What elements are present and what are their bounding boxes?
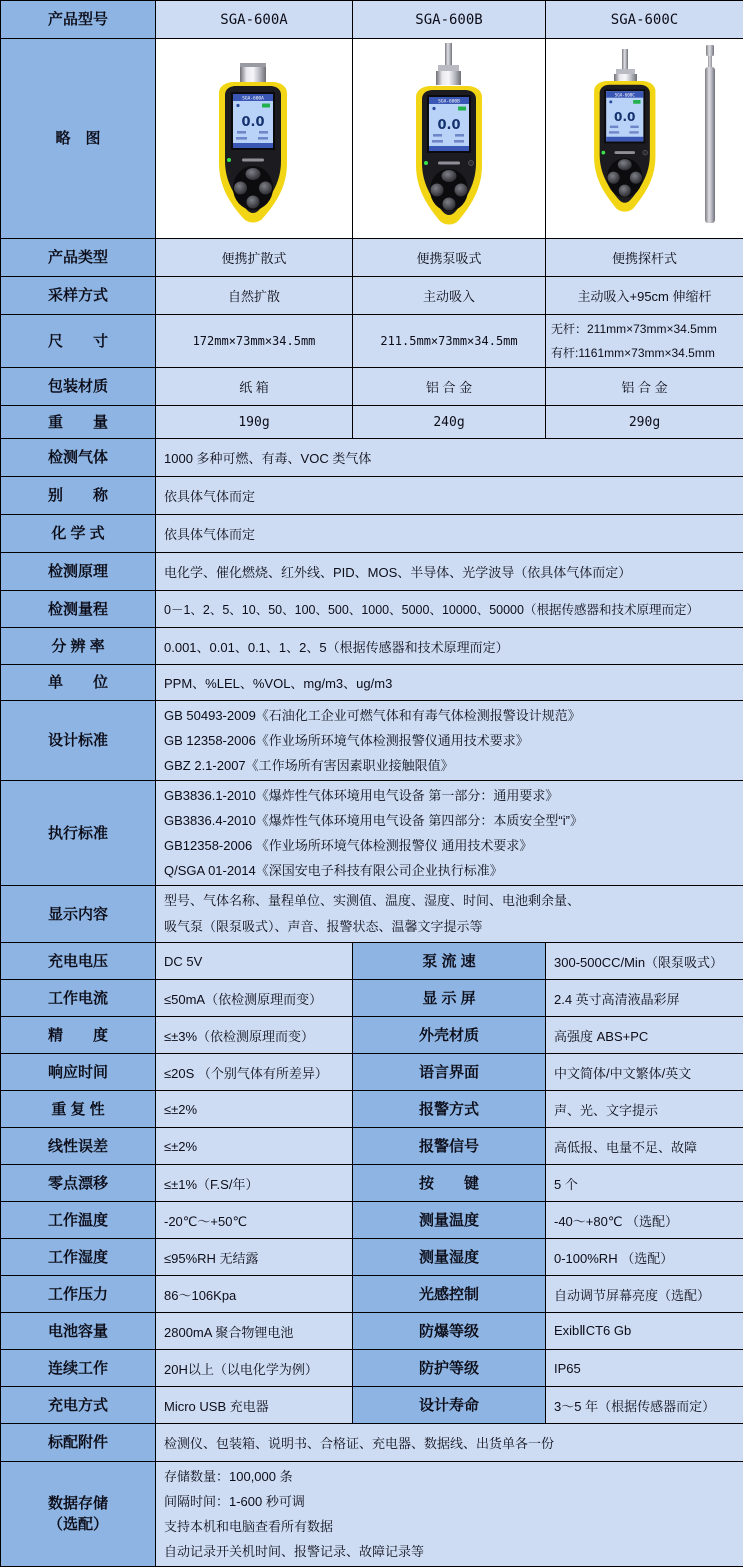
cell-label: 工作湿度 [1,1239,156,1276]
row-sampling-method [1,277,743,315]
left-button [431,184,444,197]
row-detection-range [1,591,743,628]
row-spec-pair [1,1128,743,1165]
cell-value: PPM、%LEL、%VOL、mg/m3、ug/m3 [156,665,743,701]
cell-value: 5 个 [546,1165,743,1202]
cell-label: 报警方式 [353,1091,546,1128]
label-line: （选配） [2,1514,154,1535]
row-design-standard [1,701,743,781]
power-led [601,151,605,155]
lcd-reading: 0.0 [614,110,635,124]
cell-label: 电池容量 [1,1313,156,1350]
cell-label: 产品类型 [1,239,156,277]
model-name-c: SGA-600C [546,1,743,39]
telescopic-rod [705,45,715,223]
model-name-a: SGA-600A [156,1,353,39]
lcd-speaker-icon [432,107,435,110]
lcd-speaker-icon [236,104,239,107]
row-resolution [1,628,743,665]
row-weight [1,406,743,439]
row-spec-pair [1,1276,743,1313]
cell-label: 别 称 [1,477,156,515]
cell-label: 化 学 式 [1,515,156,553]
storage-line: 存储数量：100,000 条 [164,1464,735,1489]
cell-label: 尺 寸 [1,315,156,368]
cell-label: 重 量 [1,406,156,439]
cell-label: 防爆等级 [353,1313,546,1350]
cell-label: 设计寿命 [353,1387,546,1424]
enter-button [618,185,630,197]
cell-label: 线性误差 [1,1128,156,1165]
cell-value [546,315,743,368]
row-exec-standard [1,781,743,886]
menu-button [246,168,261,180]
cell-label: 设计标准 [1,701,156,781]
storage-line: 自动记录开关机时间、报警记录、故障记录等 [164,1539,735,1564]
probe-base [436,71,461,85]
cell-label: 连续工作 [1,1350,156,1387]
cell-value: 211.5mm×73mm×34.5mm [353,315,546,368]
row-dimensions [1,315,743,368]
cell-value: 1000 多种可燃、有毒、VOC 类气体 [156,439,743,477]
cell-value: 便携泵吸式 [353,239,546,277]
row-accessories [1,1424,743,1462]
device-image-sga-600c [560,41,730,231]
cell-value: 0-100%RH （选配） [546,1239,743,1276]
lcd-reading: 0.0 [241,115,264,130]
model-name-b: SGA-600B [353,1,546,39]
cell-label: 测量湿度 [353,1239,546,1276]
cell-value: ExibⅡCT6 Gb [546,1313,743,1350]
cell-value: 高低报、电量不足、故障 [546,1128,743,1165]
lcd-reading: 0.0 [437,118,460,133]
cell-label: 单 位 [1,665,156,701]
cell-value: 190g [156,406,353,439]
brand-logo [242,159,264,162]
storage-line: 间隔时间：1-600 秒可调 [164,1489,735,1514]
right-button [629,172,641,184]
cell-value: 300-500CC/Min（限泵吸式） [546,943,743,980]
standard-line: GB 12358-2006《作业场所环境气体检测报警仪通用技术要求》 [164,728,735,753]
cell-label [1,1462,156,1567]
cell-value: 声、光、文字提示 [546,1091,743,1128]
row-spec-pair [1,1313,743,1350]
cell-value [156,781,743,886]
standard-line: GBZ 2.1-2007《工作场所有害因素职业接触限值》 [164,753,735,778]
cell-value: 0.001、0.01、0.1、1、2、5（根据传感器和技术原理而定） [156,628,743,665]
device-image-sga-600b [374,41,524,231]
cell-device-c [546,39,743,239]
cell-value: 86～106Kpa [156,1276,353,1313]
right-button [455,184,468,197]
right-button [259,182,272,195]
brand-logo [614,151,634,154]
lcd-battery-icon [262,104,270,108]
cell-label: 测量温度 [353,1202,546,1239]
cell-value: 电化学、催化燃烧、红外线、PID、MOS、半导体、光学波导（依具体气体而定） [156,553,743,591]
cell-label: 零点漂移 [1,1165,156,1202]
row-packaging [1,368,743,406]
row-spec-pair [1,1054,743,1091]
cell-value: 自动调节屏幕亮度（选配） [546,1276,743,1313]
cell-label: 语言界面 [353,1054,546,1091]
cell-label: 光感控制 [353,1276,546,1313]
row-spec-pair [1,1387,743,1424]
cell-label: 执行标准 [1,781,156,886]
row-chemical-formula [1,515,743,553]
cell-label: 工作电流 [1,980,156,1017]
cell-value: 主动吸入+95cm 伸缩杆 [546,277,743,315]
label-line: 数据存储 [2,1493,154,1514]
probe-tube [622,49,628,69]
dimension-line: 有杆:1161mm×73mm×34.5mm [551,341,735,365]
power-led [227,158,231,162]
cell-value: IP65 [546,1350,743,1387]
cell-value: 290g [546,406,743,439]
cell-value [156,1462,743,1567]
cell-label: 分 辨 率 [1,628,156,665]
cell-label: 报警信号 [353,1128,546,1165]
cell-value: 检测仪、包装箱、说明书、合格证、充电器、数据线、出货单各一份 [156,1424,743,1462]
cell-label: 重 复 性 [1,1091,156,1128]
brand-logo [438,162,460,165]
cell-device-a [156,39,353,239]
cell-value: 依具体气体而定 [156,477,743,515]
lcd-speaker-icon [609,100,612,103]
cell-value: 0－1、2、5、10、50、100、500、1000、5000、10000、50000（根据传感器和技术原理而定） [156,591,743,628]
cell-device-b [353,39,546,239]
probe-tube [445,43,452,65]
row-spec-pair [1,1202,743,1239]
cell-value: ≤±1%（F.S/年） [156,1165,353,1202]
cell-value: 纸 箱 [156,368,353,406]
cell-label: 防护等级 [353,1350,546,1387]
display-line: 型号、气体名称、量程单位、实测值、温度、湿度、时间、电池剩余量、 [164,888,735,914]
row-detection-principle [1,553,743,591]
label-product-model: 产品型号 [1,1,156,39]
cell-value: 铝 合 金 [546,368,743,406]
cell-label: 充电方式 [1,1387,156,1424]
cell-value: -40～+80℃ （选配） [546,1202,743,1239]
row-sketch [1,39,743,239]
cell-value: ≤±2% [156,1091,353,1128]
row-spec-pair [1,980,743,1017]
row-spec-pair [1,1350,743,1387]
cell-value: ≤95%RH 无结露 [156,1239,353,1276]
cell-label: 检测气体 [1,439,156,477]
cell-value: 主动吸入 [353,277,546,315]
device-image-sga-600a [179,41,329,231]
cell-label: 精 度 [1,1017,156,1054]
cell-label: 按 键 [353,1165,546,1202]
cell-value [156,886,743,943]
cell-value: 中文简体/中文繁体/英文 [546,1054,743,1091]
cell-label: 泵 流 速 [353,943,546,980]
cell-label: 标配附件 [1,1424,156,1462]
cell-value: ≤20S （个别气体有所差异） [156,1054,353,1091]
row-detected-gas [1,439,743,477]
cell-value: ≤±3%（依检测原理而变） [156,1017,353,1054]
cell-value: 2800mA 聚合物锂电池 [156,1313,353,1350]
enter-button [443,198,456,211]
power-led [424,161,428,165]
standard-line: GB3836.4-2010《爆炸性气体环境用电气设备 第四部分：本质安全型“i”》 [164,808,735,833]
row-display-content [1,886,743,943]
cell-label: 工作温度 [1,1202,156,1239]
standard-line: GB 50493-2009《石油化工企业可燃气体和有毒气体检测报警设计规范》 [164,703,735,728]
row-spec-pair [1,1239,743,1276]
cell-value: Micro USB 充电器 [156,1387,353,1424]
display-line: 吸气泵（限泵吸式）、声音、报警状态、温馨文字提示等 [164,914,735,940]
enter-button [247,196,260,209]
dimension-line: 无杆：211mm×73mm×34.5mm [551,317,735,341]
cell-label: 显示内容 [1,886,156,943]
cell-label: 工作压力 [1,1276,156,1313]
cell-label: 外壳材质 [353,1017,546,1054]
cell-value: 240g [353,406,546,439]
standard-line: GB12358-2006 《作业场所环境气体检测报警仪 通用技术要求》 [164,833,735,858]
cell-label: 充电电压 [1,943,156,980]
cell-value: 172mm×73mm×34.5mm [156,315,353,368]
cell-label: 检测原理 [1,553,156,591]
lcd-title: SGA-600C [614,92,635,97]
lcd-title: SGA-600A [242,96,264,102]
cell-value: 便携探杆式 [546,239,743,277]
row-spec-pair [1,943,743,980]
menu-button [617,159,631,170]
row-unit [1,665,743,701]
cell-value: 便携扩散式 [156,239,353,277]
cell-value: 依具体气体而定 [156,515,743,553]
cell-value: DC 5V [156,943,353,980]
lcd-title: SGA-600B [438,99,460,105]
cell-label: 检测量程 [1,591,156,628]
cell-value: 高强度 ABS+PC [546,1017,743,1054]
label-sketch: 略 图 [1,39,156,239]
storage-line: 支持本机和电脑查看所有数据 [164,1514,735,1539]
row-product-model [1,1,743,39]
cell-value [156,701,743,781]
row-spec-pair [1,1165,743,1202]
row-alias [1,477,743,515]
lcd-battery-icon [633,100,640,104]
standard-line: Q/SGA 01-2014《深国安电子科技有限公司企业执行标准》 [164,858,735,883]
row-product-type [1,239,743,277]
row-data-storage [1,1462,743,1567]
cell-value: 铝 合 金 [353,368,546,406]
row-spec-pair [1,1017,743,1054]
cell-value: ≤±2% [156,1128,353,1165]
cell-label: 采样方式 [1,277,156,315]
cell-value: 自然扩散 [156,277,353,315]
standard-line: GB3836.1-2010《爆炸性气体环境用电气设备 第一部分：通用要求》 [164,783,735,808]
cell-value: ≤50mA（依检测原理而变） [156,980,353,1017]
cell-label: 响应时间 [1,1054,156,1091]
power-button [469,161,474,166]
cell-value: -20℃～+50℃ [156,1202,353,1239]
power-button [642,150,647,155]
left-button [607,172,619,184]
cell-value: 2.4 英寸高清液晶彩屏 [546,980,743,1017]
cell-value: 3～5 年（根据传感器而定） [546,1387,743,1424]
lcd-battery-icon [458,107,466,111]
cell-label: 包装材质 [1,368,156,406]
cell-label: 显 示 屏 [353,980,546,1017]
cell-value: 20H以上（以电化学为例） [156,1350,353,1387]
menu-button [442,170,457,182]
left-button [234,182,247,195]
row-spec-pair [1,1091,743,1128]
